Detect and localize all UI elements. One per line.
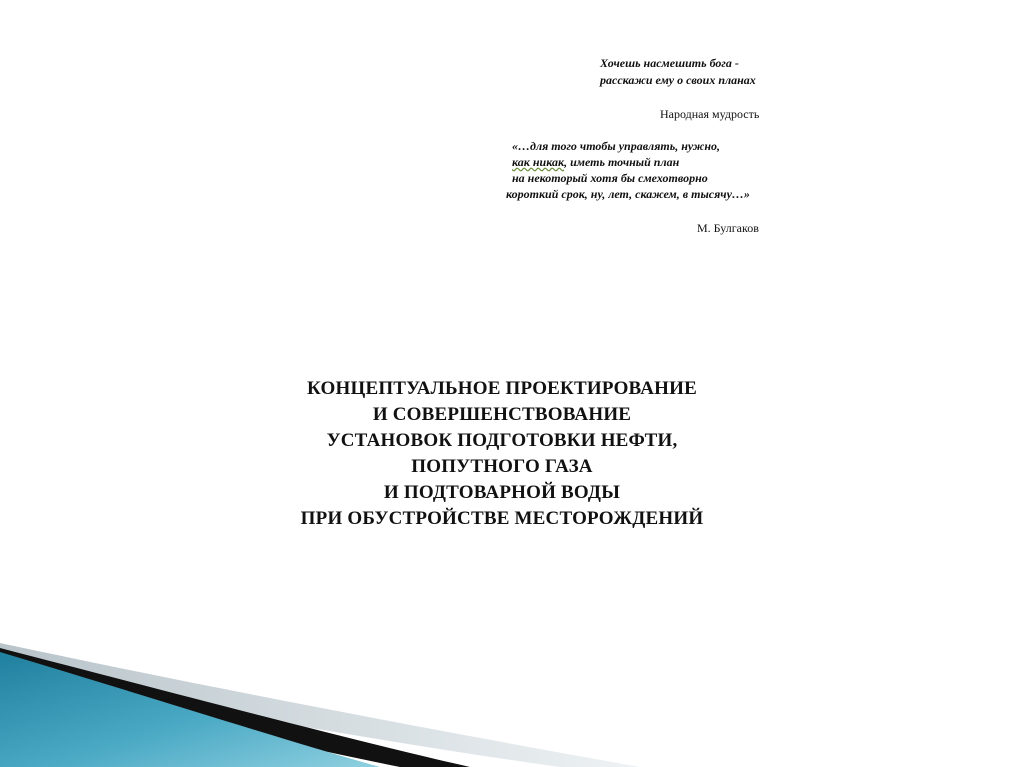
title-line-2: И СОВЕРШЕНСТВОВАНИЕ [372,404,632,425]
epigraph-1-attribution: Народная мудрость [660,107,760,121]
epigraph-2-spellcheck-marked-phrase: как никак [512,155,565,169]
title-line-1: КОНЦЕПТУАЛЬНОЕ ПРОЕКТИРОВАНИЕ [307,378,697,399]
title-line-4: ПОПУТНОГО ГАЗА [411,456,593,477]
epigraph-2-line-2 [512,154,679,170]
epigraph-1-line-1: Хочешь насмешить бога - [600,56,739,70]
epigraph-2-line-4: короткий срок, ну, лет, скажем, в тысячу…» [506,187,750,201]
epigraph-1-line-2: расскажи ему о своих планах [600,73,756,87]
epigraph-2-line-1: «…для того чтобы управлять, нужно, [512,139,720,153]
title-line-6: ПРИ ОБУСТРОЙСТВЕ МЕСТОРОЖДЕНИЙ [300,508,704,529]
slide-title [200,376,804,532]
epigraph-2-attribution: М. Булгаков [697,221,759,235]
title-line-5: И ПОДТОВАРНОЙ ВОДЫ [383,482,621,503]
epigraph-2-line-2-rest: , иметь точный план [564,155,680,169]
title-line-3: УСТАНОВОК ПОДГОТОВКИ НЕФТИ, [326,430,678,451]
epigraph-2-line-3: на некоторый хотя бы смехотворно [512,171,708,185]
